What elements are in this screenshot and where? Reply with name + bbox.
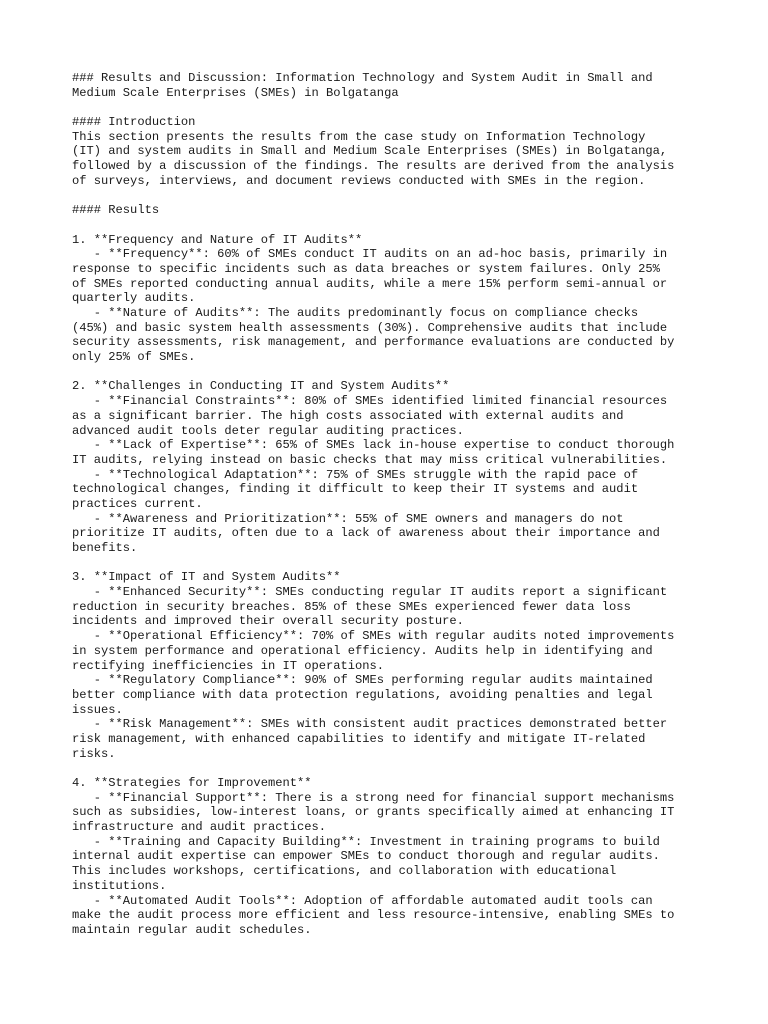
document-line: 3. **Impact of IT and System Audits** [72,570,341,585]
document-line: advanced audit tools deter regular auditing practices. [72,423,464,438]
document-line: ### Results and Discussion: Information Technology and System Audit in Small and [72,71,653,85]
document-line: as a significant barrier. The high costs associated with external audits and [72,408,624,423]
document-line: make the audit process more efficient and less resource-intensive, enabling SMEs to [72,908,675,923]
document-line: incidents and improved their overall security posture. [72,614,464,629]
document-line: - **Financial Support**: There is a strong need for financial support mechanisms [72,790,675,805]
document-line: - **Lack of Expertise**: 65% of SMEs lack in-house expertise to conduct thorough [72,438,675,453]
document-body [72,71,704,938]
document-line: followed by a discussion of the findings. The results are derived from the analysis [72,159,675,174]
document-line: - **Financial Constraints**: 80% of SMEs identified limited financial resources [72,394,668,409]
document-line [72,100,704,115]
document-line: benefits. [72,541,138,555]
document-line: of SMEs reported conducting annual audits, while a mere 15% perform semi-annual or [72,276,668,291]
document-line: in system performance and operational efficiency. Audits help in identifying and [72,643,653,658]
document-line: issues. [72,702,123,717]
document-line: (IT) and system audits in Small and Medium Scale Enterprises (SMEs) in Bolgatanga, [72,144,668,159]
document-line: rectifying inefficiencies in IT operations. [72,658,385,673]
document-line: response to specific incidents such as data breaches or system failures. Only 25% [72,261,660,276]
document-line: internal audit expertise can empower SMEs to conduct thorough and regular audits. [72,849,660,864]
document-line: - **Training and Capacity Building**: Investment in training programs to build [72,834,660,849]
document-line: - **Regulatory Compliance**: 90% of SMEs performing regular audits maintained [72,673,653,688]
document-line: This includes workshops, certifications, and collaboration with educational [72,864,617,879]
document-line: security assessments, risk management, and performance evaluations are conducted by [72,335,675,350]
document-line [72,761,704,776]
document-line: - **Operational Efficiency**: 70% of SMEs with regular audits noted improvements [72,629,675,644]
document-line [72,556,704,571]
document-line: 4. **Strategies for Improvement** [72,776,312,790]
document-line: such as subsidies, low-interest loans, or grants specifically aimed at enhancing IT [72,805,675,820]
document-line: This section presents the results from the case study on Information Technology [72,129,646,144]
document-line: of surveys, interviews, and document reviews conducted with SMEs in the region. [72,173,646,188]
document-line [72,218,704,233]
document-line: (45%) and basic system health assessments (30%). Comprehensive audits that include [72,320,668,335]
document-line: only 25% of SMEs. [72,350,196,365]
document-line: infrastructure and audit practices. [72,820,327,835]
document-line: 1. **Frequency and Nature of IT Audits** [72,232,363,247]
document-line: technological changes, finding it difficult to keep their IT systems and audit [72,482,639,497]
document-line [72,189,704,204]
document-line: #### Results [72,203,160,218]
document-line: - **Risk Management**: SMEs with consistent audit practices demonstrated better [72,717,668,732]
document-line: - **Nature of Audits**: The audits predominantly focus on compliance checks [72,306,639,320]
document-line [72,365,704,380]
document-line: quarterly audits. [72,291,196,306]
document-line: IT audits, relying instead on basic checks that may miss critical vulnerabilities. [72,452,668,467]
document-line: risk management, with enhanced capabilities to identify and mitigate IT-related [72,731,646,746]
document-line: practices current. [72,496,203,511]
document-line: Medium Scale Enterprises (SMEs) in Bolgatanga [72,85,399,100]
document-line: 2. **Challenges in Conducting IT and System Audits** [72,379,450,394]
document-line: - **Automated Audit Tools**: Adoption of affordable automated audit tools can [72,893,653,908]
document-line: maintain regular audit schedules. [72,922,312,937]
document-line: prioritize IT audits, often due to a lack of awareness about their importance and [72,526,660,541]
document-line: risks. [72,746,116,761]
document-line: better compliance with data protection regulations, avoiding penalties and legal [72,687,653,702]
document-line: - **Awareness and Prioritization**: 55% of SME owners and managers do not [72,511,624,526]
document-line: - **Enhanced Security**: SMEs conducting regular IT audits report a significant [72,585,668,600]
document-line: reduction in security breaches. 85% of these SMEs experienced fewer data loss [72,599,631,614]
document-line: - **Frequency**: 60% of SMEs conduct IT audits on an ad-hoc basis, primarily in [72,247,668,262]
document-line: #### Introduction [72,115,196,130]
document-line: - **Technological Adaptation**: 75% of SMEs struggle with the rapid pace of [72,467,639,482]
document-line: institutions. [72,878,167,893]
